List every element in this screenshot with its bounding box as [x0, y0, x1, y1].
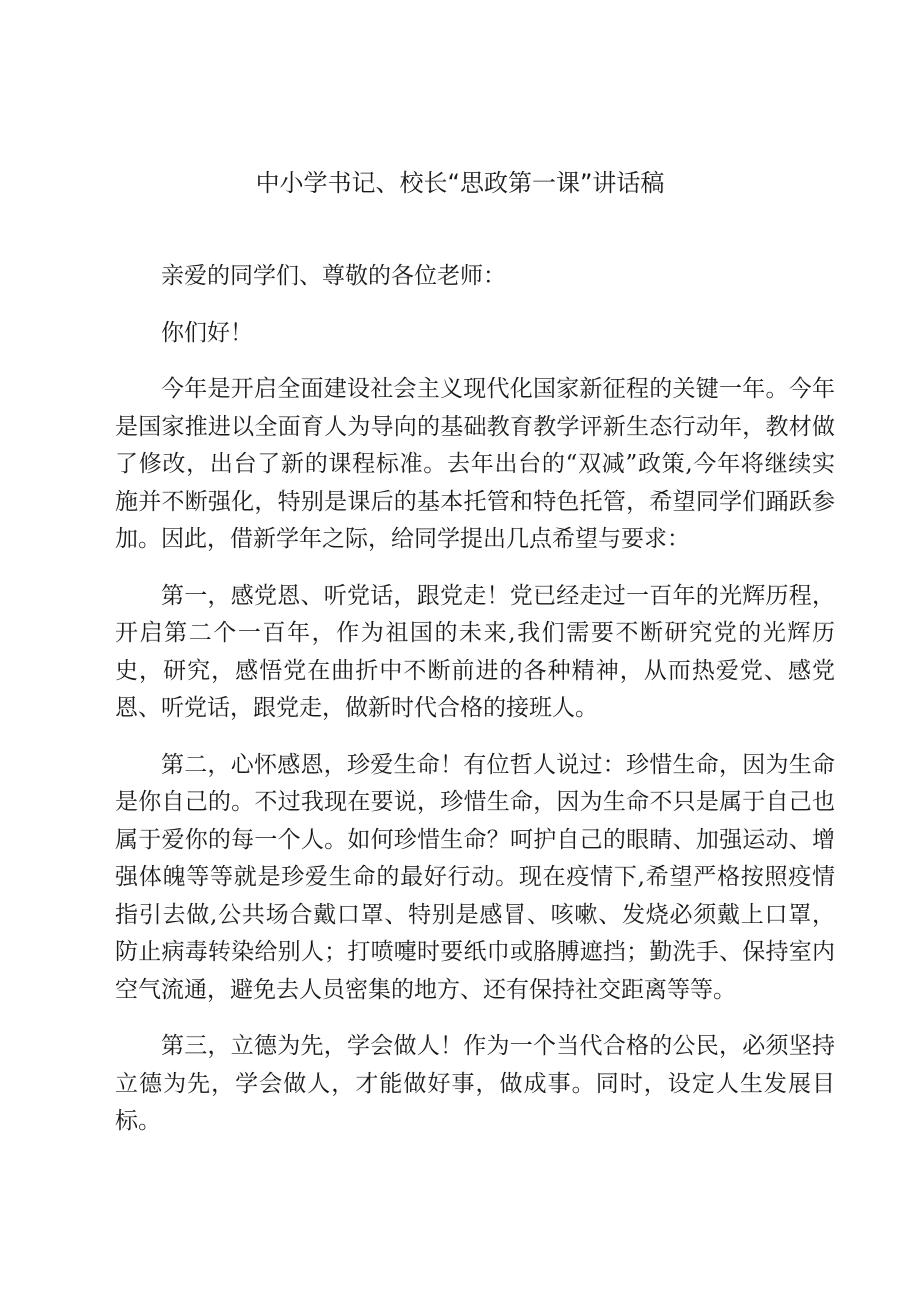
document-title: 中小学书记、校长“思政第一课”讲话稿 [255, 169, 665, 197]
intro-paragraph: 今年是开启全面建设社会主义现代化国家新征程的关键一年。今年是国家推进以全面育人为导向的基础教育教学评新生态行动年，教材做了修改，出台了新的课程标准。去年出台的“双减”政策,今年将继续实施并不断强化，特别是课后的基本托管和特色托管，希望同学们踊跃参加。因此，借新学年之际，给同学提出几点希望与要求： [115, 376, 835, 552]
greeting-paragraph: 你们好！ [161, 319, 253, 346]
point-two-paragraph: 第二，心怀感恩，珍爱生命！有位哲人说过：珍惜生命，因为生命是你自己的。不过我现在要说，珍惜生命，因为生命不只是属于自己也属于爱你的每一个人。如何珍惜生命？呵护自己的眼睛、加强运动、增强体魄等等就是珍爱生命的最好行动。现在疫情下,希望严格按照疫情指引去做,公共场合戴口罩、特别是感冒、咳嗽、发烧必须戴上口罩，防止病毒转染给别人；打喷嚏时要纸巾或胳膊遮挡；勤洗手、保持室内空气流通，避免去人员密集的地方、还有保持社交距离等等。 [115, 751, 835, 1003]
point-three-paragraph: 第三，立德为先，学会做人！作为一个当代合格的公民，必须坚持立德为先，学会做人，才能做好事，做成事。同时，设定人生发展目标。 [115, 1033, 835, 1134]
document-body [115, 258, 835, 1160]
salutation-paragraph: 亲爱的同学们、尊敬的各位老师： [161, 263, 506, 289]
point-one-paragraph: 第一，感党恩、听党话，跟党走！党已经走过一百年的光辉历程，开启第二个一百年，作为祖国的未来,我们需要不断研究党的光辉历史，研究，感悟党在曲折中不断前进的各种精神，从而热爱党、感党恩、听党话，跟党走，做新时代合格的接班人。 [115, 582, 835, 721]
